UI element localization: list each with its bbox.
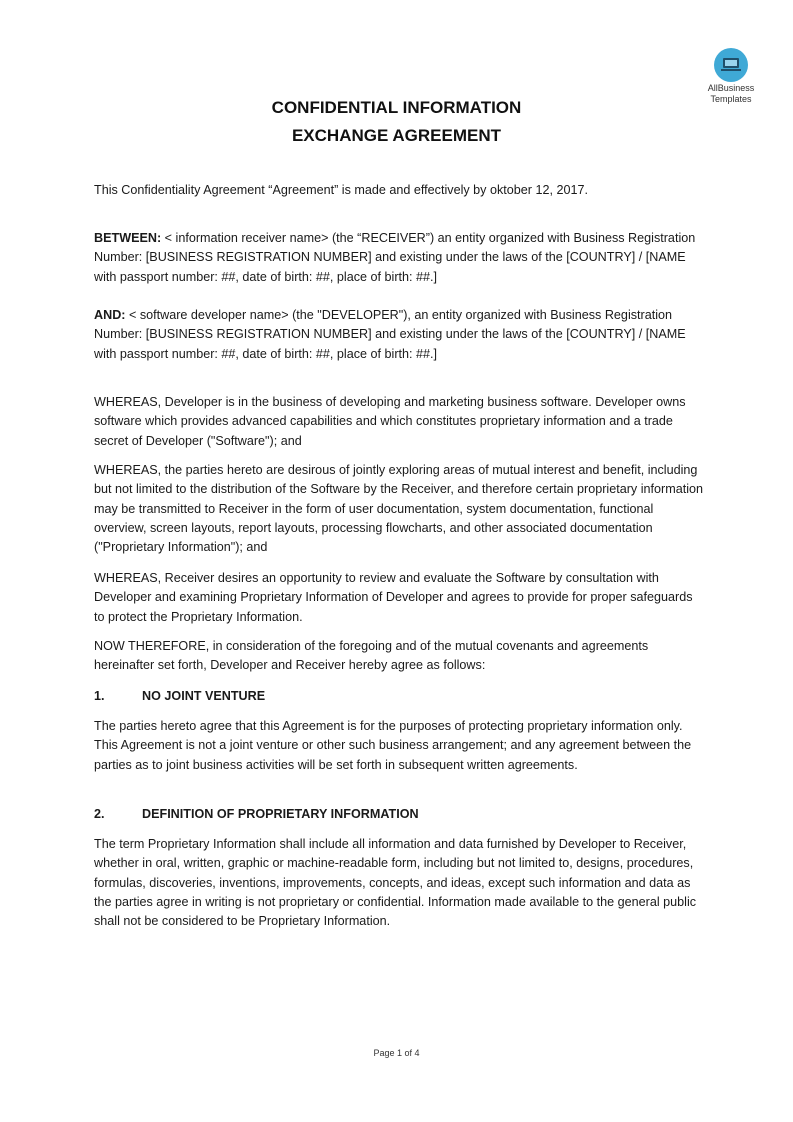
between-text: < information receiver name> (the “RECEIVER”) an entity organized with Business Registration Number: [BUSINESS REGISTRATION NUMBER] and existing under the laws of the [COUNTRY] / [NAME with passport number: ##, date of birth: ##, place of birth: ##.] (94, 231, 696, 284)
section-1-body: The parties hereto agree that this Agreement is for the purposes of protecting proprietary information only. This Agreement is not a joint venture or other such business arrangement; and any agreement between the parties as to joint business activities will be set forth in subsequent written agreements. (94, 719, 692, 772)
between-paragraph (94, 229, 706, 287)
section-2-title: DEFINITION OF PROPRIETARY INFORMATION (142, 807, 419, 821)
and-label: AND: (94, 308, 126, 322)
whereas-paragraph-1: WHEREAS, Developer is in the business of developing and marketing business software. Developer owns software which provides advanced capabilities and which constitutes proprietary information and a trade secret of Developer ("Software"); and (94, 395, 686, 448)
document-title-line2: EXCHANGE AGREEMENT (291, 126, 502, 145)
intro-paragraph: This Confidentiality Agreement “Agreement” is made and effectively by oktober 12, 2017. (94, 183, 588, 197)
and-text: < software developer name> (the "DEVELOPER"), an entity organized with Business Registration Number: [BUSINESS REGISTRATION NUMBER] and existing under the laws of the [COUNTRY] / [NAME with passport number: ##, date of birth: ##, place of birth: ##.] (94, 308, 686, 361)
whereas-paragraph-2: WHEREAS, the parties hereto are desirous of jointly exploring areas of mutual interest and benefit, including but not limited to the distribution of the Software by the Receiver, and therefore certain proprietary information may be transmitted to Receiver in the form of user documentation, system documentation, functional overview, screen layouts, report layouts, processing flowcharts, and other associated documentation ("Proprietary Information"); and (94, 463, 704, 555)
section-1-heading (94, 687, 265, 706)
now-therefore-paragraph: NOW THEREFORE, in consideration of the foregoing and of the mutual covenants and agreements hereinafter set forth, Developer and Receiver hereby agree as follows: (94, 639, 649, 673)
section-2-number: 2. (94, 807, 105, 821)
and-paragraph (94, 306, 706, 364)
section-1-number: 1. (94, 689, 105, 703)
page-number: Page 1 of 4 (373, 1048, 420, 1058)
section-2-body: The term Proprietary Information shall include all information and data furnished by Developer to Receiver, whether in oral, written, graphic or machine-readable form, including but not limited to, designs, procedures, formulas, discoveries, inventions, improvements, concepts, and ideas, except such information and data as the parties agree in writing is not proprietary or confidential. Information made available to the general public shall not be considered to be Proprietary Information. (94, 837, 697, 929)
allbusiness-templates-logo (700, 48, 762, 104)
section-2-heading (94, 805, 419, 824)
whereas-paragraph-3: WHEREAS, Receiver desires an opportunity to review and evaluate the Software by consultation with Developer and examining Proprietary Information of Developer and agrees to provide for proper safeguards to protect the Proprietary Information. (94, 571, 693, 624)
document-title-line1: CONFIDENTIAL INFORMATION (271, 98, 522, 117)
laptop-icon (714, 48, 748, 82)
logo-text-line2: Templates (710, 94, 752, 104)
logo-text-line1: AllBusiness (707, 83, 755, 93)
section-1-title: NO JOINT VENTURE (142, 689, 266, 703)
between-label: BETWEEN: (94, 231, 162, 245)
